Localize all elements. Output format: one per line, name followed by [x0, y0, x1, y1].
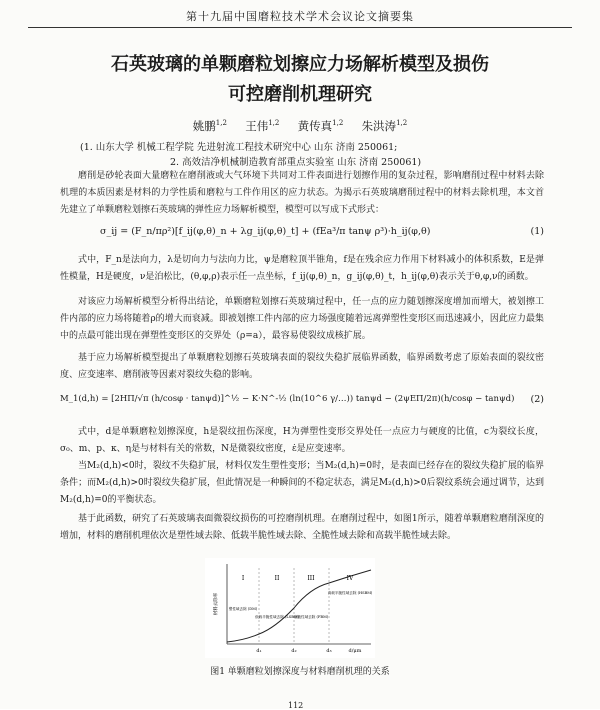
affiliation-1: (1. 山东大学 机械工程学院 先进射流工程技术研究中心 山东 济南 250061; [80, 142, 398, 153]
paragraph-conclusion: 对该应力场解析模型分析得出结论，单颗磨粒划擦石英玻璃过程中，任一点的应力随划擦深度增加而增大，被划擦工件内部的应力场将随着ρ的增大而衰减。即被划擦工件内部的应力场强度随着远离弹塑性变形区而迅速减小，因此应力最集中的点最可能出现在弹塑性变形区的交界处（ρ=a），最容易使裂纹成核扩展。 [60, 297, 544, 341]
page-number: 112 [288, 701, 304, 710]
x-tick-label: d₂ [291, 648, 297, 654]
running-header: 第十九届中国磨粒技术学术会议论文摘要集 [186, 10, 414, 23]
paragraph-conditions: 当M₂(d,h)<0时，裂纹不失稳扩展，材料仅发生塑性变形；当M₂(d,h)=0时，是表面已经存在的裂纹失稳扩展的临界条件；而M₂(d,h)>0时裂纹失稳扩展，但此情况是一种瞬间的不稳定状态，满足M₂(d,h)>0后裂纹系统会通过调节，达到M₂(d,h)=0的平衡状态。 [60, 461, 544, 505]
region-label: 塑性域去除 (DM) [228, 607, 258, 611]
author: 黄传真$^{1,2}$ [297, 119, 344, 133]
equation-1 [60, 226, 544, 248]
x-tick-label: d₁ [256, 648, 262, 654]
figure-caption: 图1 单颗磨粒划擦深度与材料磨削机理的关系 [210, 667, 390, 677]
author: 王伟$^{1,2}$ [245, 119, 280, 133]
paragraph-variables: 式中，d是单颗磨粒划擦深度，h是裂纹扭伤深度，H为弹塑性变形交界处任一点应力与硬度的比值，c为裂纹长度，σ₀、m、p、κ、η是与材料有关的常数，N是微裂纹密度，ε̇是应变速率。 [60, 427, 544, 454]
region-label: 高载半脆性域去除 (HSBM) [327, 591, 373, 595]
x-axis-label: d/μm [348, 648, 362, 654]
region-numeral: III [307, 575, 315, 582]
author: 姚鹏$^{1,2}$ [192, 119, 227, 133]
region-numeral: I [241, 575, 245, 582]
paper-title [20, 50, 580, 110]
region-label: 全脆性域去除 (FBM) [293, 615, 329, 619]
paragraph-mechanism: 基于此函数，研究了石英玻璃表面微裂纹损伤的可控磨削机理。在磨削过程中，如图1所示，随着单颗磨粒磨削深度的增加，材料的磨削机理依次是塑性域去除、低载半脆性域去除、全脆性域去除和高载半脆性域去除。 [60, 514, 544, 541]
equation-2-body: M_1(d,h) = [2HΠ/√π (h/cosφ · tanψd)]^½ − K·N^-½ (ln(10^6 γ/…)) tanψd − (2ψΕΠ/2π)(h/cosφ − tanψd) [60, 394, 515, 404]
title-line-1: 石英玻璃的单颗磨粒划擦应力场解析模型及损伤 [111, 54, 489, 75]
x-tick-label: d₃ [326, 648, 332, 654]
equation-1-body: σ_ij = (F_n/πρ²)[f_ij(φ,θ)_n + λg_ij(φ,θ)_t] + (fEa³/π tanψ ρ³)·h_ij(φ,θ) [100, 226, 431, 237]
affiliation-2: 2. 高效洁净机械制造教育部重点实验室 山东 济南 250061) [170, 157, 422, 168]
paragraph-symbols: 式中，F_n是法向力，λ是切向力与法向力比，ψ是磨粒顶半锥角，f是在残余应力作用下材料减小的体积系数，E是弹性模量，H是硬度，ν是泊松比，(θ,φ,ρ)表示任一点坐标，f_ij(φ,θ)_n，g_ij(φ,θ)_t，h_ij(φ,θ)表示关于θ,φ,ν的函数。 [60, 255, 544, 282]
equation-2 [60, 394, 544, 420]
paragraph-criterion: 基于应力场解析模型提出了单颗磨粒划擦石英玻璃表面的裂纹失稳扩展临界函数，临界函数考虑了原始表面的裂纹密度、应变速率、磨削液等因素对裂纹失稳的影响。 [60, 353, 544, 380]
equation-1-number: (1) [530, 226, 544, 237]
region-label: 低载半脆性域去除 (LSBM) [255, 615, 299, 619]
paragraph-intro: 磨削是砂轮表面大量磨粒在磨削液或大气环境下共同对工件表面进行划擦作用的复杂过程，影响磨削过程中材料去除机理的本质因素是材料的力学性质和磨粒与工件作用区的应力状态。为揭示石英玻璃磨削过程中的材料去除机理，本文首先建立了单颗磨粒划擦石英玻璃的弹性应力场解析模型，模型可以写成下式形式： [60, 171, 544, 215]
figure-1 [205, 558, 375, 658]
equation-2-number: (2) [530, 394, 544, 405]
title-line-2: 可控磨削机理研究 [228, 84, 372, 105]
y-axis-label: 材料去除率 [214, 592, 219, 616]
author: 朱洪涛$^{1,2}$ [361, 119, 408, 133]
author-list [0, 118, 600, 134]
region-numeral: IV [346, 575, 354, 582]
header-rule [28, 27, 572, 28]
region-numeral: II [274, 575, 280, 582]
